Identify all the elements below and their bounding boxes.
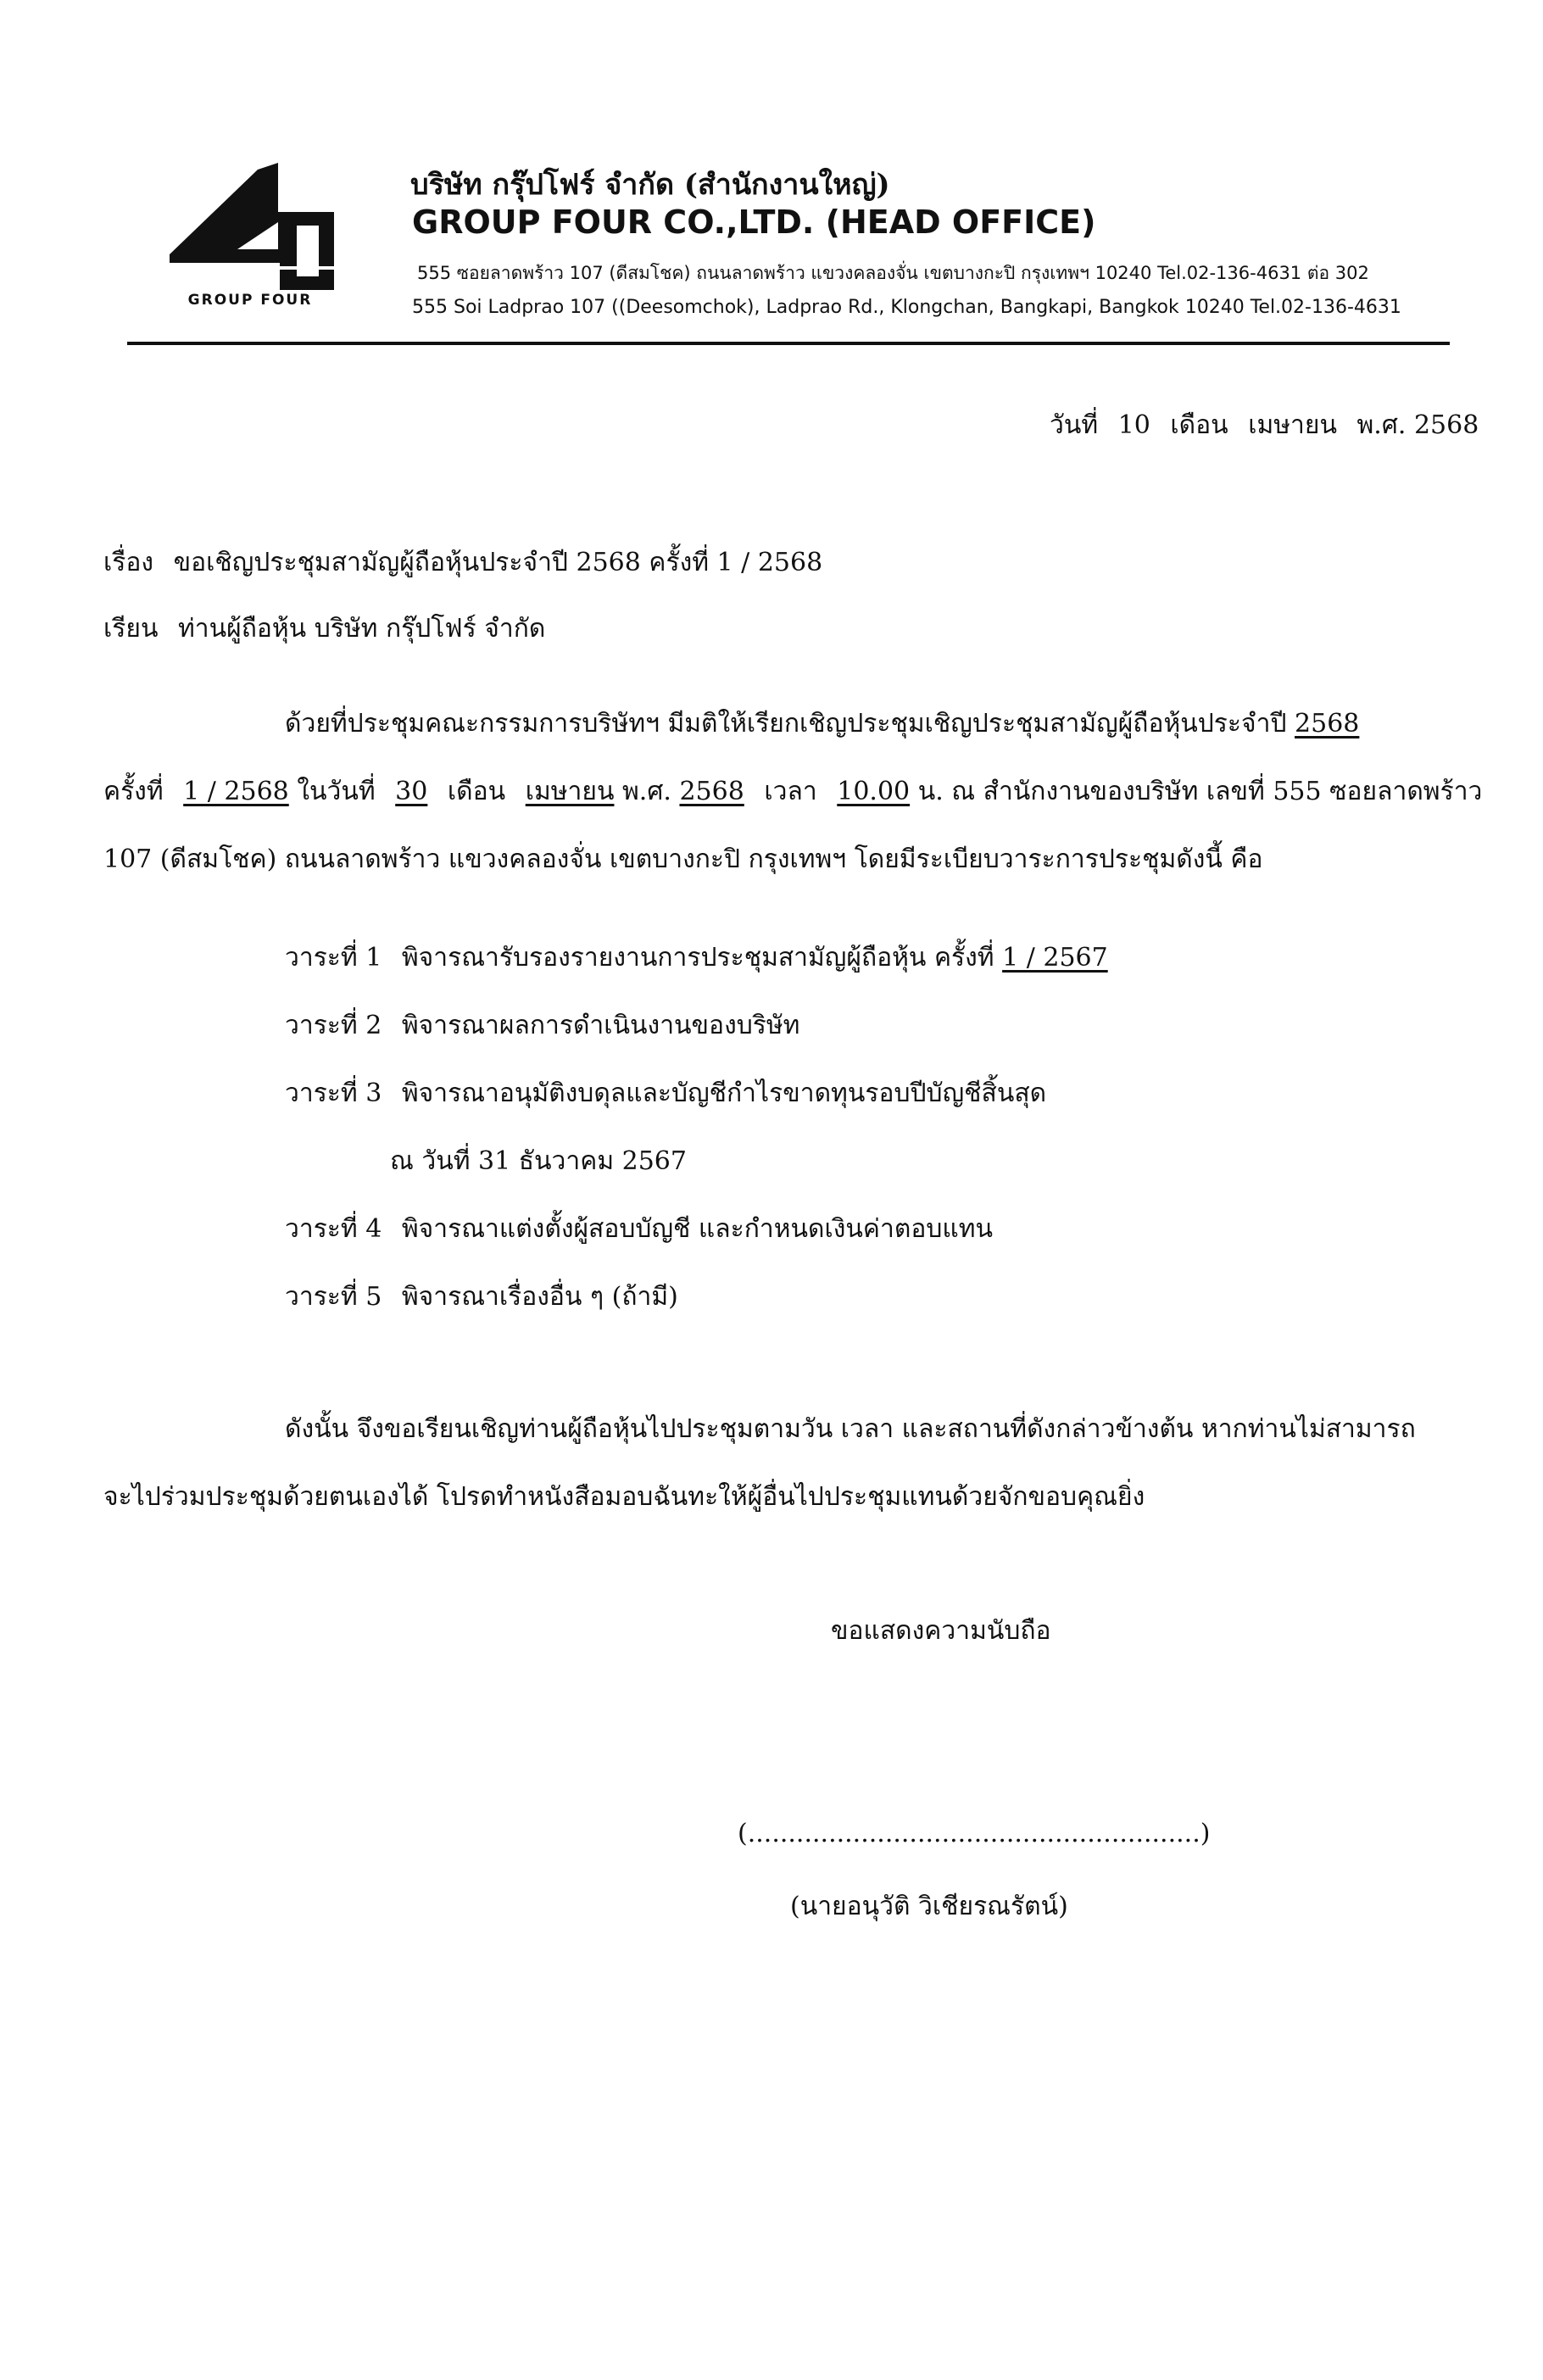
subject-line: เรื่อง ขอเชิญประชุมสามัญผู้ถือหุ้นประจำปี 2568 ครั้งที่ 1 / 2568 xyxy=(103,548,823,577)
recipient-line: เรียน ท่านผู้ถือหุ้น บริษัท กรุ๊ปโฟร์ จำกัด xyxy=(103,614,546,644)
regards: ขอแสดงความนับถือ xyxy=(831,1616,1051,1646)
logo-text: GROUP FOUR xyxy=(187,292,313,309)
letter-date: วันที่ 10 เดือน เมษายน พ.ศ. 2568 xyxy=(1050,410,1479,440)
body-paragraph-line-1: ด้วยที่ประชุมคณะกรรมการบริษัทฯ มีมติให้เรียกเชิญประชุมเชิญประชุมสามัญผู้ถือหุ้นประจำปี 2568 xyxy=(285,709,1360,739)
address-thai: 555 ซอยลาดพร้าว 107 (ดีสมโชค) ถนนลาดพร้าว แขวงคลองจั่น เขตบางกะปิ กรุงเทพฯ 10240 Tel.02-136-4631 ต่อ 302 xyxy=(417,263,1369,283)
company-name-thai: บริษัท กรุ๊ปโฟร์ จำกัด (สำนักงานใหญ่) xyxy=(410,168,890,202)
agenda-item-4: วาระที่ 4 พิจารณาแต่งตั้งผู้สอบบัญชี และกำหนดเงินค่าตอบแทน xyxy=(285,1214,994,1244)
closing-line-2: จะไปร่วมประชุมด้วยตนเองได้ โปรดทำหนังสือมอบฉันทะให้ผู้อื่นไปประชุมแทนด้วยจักขอบคุณยิ่ง xyxy=(103,1482,1145,1512)
closing-line-1: ดังนั้น จึงขอเรียนเชิญท่านผู้ถือหุ้นไปประชุมตามวัน เวลา และสถานที่ดังกล่าวข้างต้น หากท่านไม่สามารถ xyxy=(285,1414,1416,1444)
agenda-item-5: วาระที่ 5 พิจารณาเรื่องอื่น ๆ (ถ้ามี) xyxy=(285,1282,678,1312)
agenda-item-3-continued: ณ วันที่ 31 ธันวาคม 2567 xyxy=(390,1146,687,1176)
agenda-item-2: วาระที่ 2 พิจารณาผลการดำเนินงานของบริษัท xyxy=(285,1011,800,1040)
agenda-item-1: วาระที่ 1 พิจารณารับรองรายงานการประชุมสามัญผู้ถือหุ้น ครั้งที่ 1 / 2567 xyxy=(285,943,1108,973)
body-paragraph-line-2: ครั้งที่ 1 / 2568 ในวันที่ 30 เดือน เมษายน พ.ศ. 2568 เวลา 10.00 น. ณ สำนักงานของบริษัท เลขที่ 555 ซอยลาดพร้าว xyxy=(103,777,1483,806)
agenda-item-3: วาระที่ 3 พิจารณาอนุมัติงบดุลและบัญชีกำไรขาดทุนรอบปีบัญชีสิ้นสุด xyxy=(285,1079,1047,1108)
signature-line: (........................................................) xyxy=(738,1819,1211,1848)
signer-name: (นายอนุวัติ วิเชียรณรัตน์) xyxy=(790,1892,1068,1921)
header-divider xyxy=(127,342,1450,345)
company-name-english: GROUP FOUR CO.,LTD. (HEAD OFFICE) xyxy=(412,203,1096,241)
body-paragraph-line-3: 107 (ดีสมโชค) ถนนลาดพร้าว แขวงคลองจั่น เขตบางกะปิ กรุงเทพฯ โดยมีระเบียบวาระการประชุมดังนี้ คือ xyxy=(103,844,1263,874)
address-english: 555 Soi Ladprao 107 ((Deesomchok), Ladprao Rd., Klongchan, Bangkapi, Bangkok 10240 Tel.02-136-4631 xyxy=(412,297,1401,318)
